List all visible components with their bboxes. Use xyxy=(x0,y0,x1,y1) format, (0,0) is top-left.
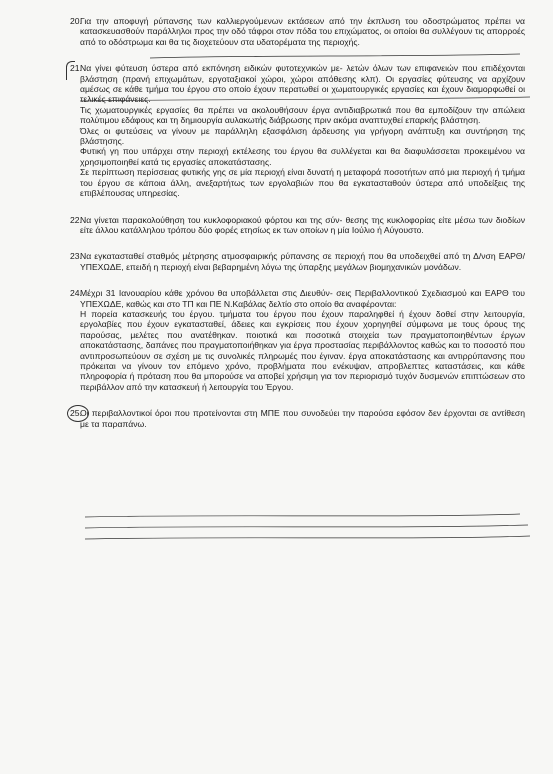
item-number: 22. xyxy=(70,214,82,225)
term-item-25 xyxy=(70,408,525,429)
term-item-22 xyxy=(70,214,525,236)
underline-stroke xyxy=(85,525,528,528)
term-item-24 xyxy=(70,288,525,392)
underline-stroke xyxy=(85,536,530,539)
item-paragraph: Να εγκατασταθεί σταθμός μέτρησης ατμοσφαιρικής ρύπανσης σε περιοχή που θα υποδειχθεί από τη Δ/νση ΕΑΡΘ/ΥΠΕΧΩΔΕ, επειδή η περιοχή είναι βεβαρημένη λόγω της ύπαρξης μεγάλων βιομηχανικών μονάδων. xyxy=(80,251,525,272)
term-item-21 xyxy=(70,63,525,199)
item-paragraph: Φυτική γη που υπάρχει στην περιοχή εκτέλεσης του έργου θα συλλέγεται και θα διαφυλάσσεται προκειμένου να χρησιμοποιηθεί κατά τις εργασίες αποκατάστασης. xyxy=(80,146,525,167)
item-number: 25. xyxy=(70,408,82,419)
item-paragraph: Να γίνεται παρακολούθηση του κυκλοφοριακού φόρτου και της σύν- θεσης της κυκλοφορίας είτε μέσω των διοδίων είτε άλλου κατάλληλου τρόπου δύο φορές ετησίως εκ των οποίων η μία Ιούλιο ή Αύγουστο. xyxy=(80,214,525,235)
item-paragraph: Τις χωματουργικές εργασίες θα πρέπει να ακολουθήσουν έργα αντιδιαβρωτικά που θα εμποδίζουν την απώλεια πολύτιμου εδάφους και τη δημιουργία αυλακωτής διάβρωσης πριν ακόμα αναπτυχθεί επαρκής βλάστηση. xyxy=(80,104,525,126)
item-number: 21. xyxy=(70,63,82,74)
terms-list xyxy=(70,16,525,429)
item-paragraph: Σε περίπτωση περίσσειας φυτικής γης σε μία περιοχή είναι δυνατή η μεταφορά ποσοτήτων από μια περιοχή ή τμήμα του έργου σε κάποια άλλη, ανεξαρτήτως των εργολαβιών που θα εγκατασταθούν ύστερα από υποδείξεις της επιβλέπουσας υπηρεσίας. xyxy=(80,167,525,199)
item-paragraph: Όλες οι φυτεύσεις να γίνουν με παράλληλη εξασφάλιση άρδευσης για γρήγορη ανάπτυξη και συντήρηση της βλάστησης. xyxy=(80,125,525,147)
item-paragraph: Οι περιβαλλοντικοί όροι που προτείνονται στη ΜΠΕ που συνοδεύει την παρούσα εφόσον δεν έρχονται σε αντίθεση με τα παραπάνω. xyxy=(80,408,525,429)
item-paragraph: Να γίνει φύτευση ύστερα από εκπόνηση ειδικών φυτοτεχνικών με- λετών όλων των επιφανειών που επιδέχονται βλάστηση (πρανή επιχωμάτων, εργοταξιακοί χώροι, χώροι απόθεσης κλπ). Οι εργασίες φύτευσης να αρχίζουν αμέσως σε κάθε τμήμα του έργου στο οποίο έχουν περατωθεί οι χωματουργικές εργασίες και έχουν διαμορφωθεί οι τελικές επιφάνειες. xyxy=(80,63,525,105)
item-paragraph: Η πορεία κατασκευής του έργου. τμήματα του έργου που έχουν παραληφθεί ή έχουν δοθεί στην λειτουργία, εργολαβίες που έχουν εγκατασταθεί, άδειες και εγκρίσεις που έχουν χορηγηθεί σύμφωνα με τους όρους της παρούσας, μελέτες που ανατέθηκαν. ποιοτικά και ποσοτικά στοιχεία των πραγματοποιηθέντων έργων αποκατάστασης, δαπάνες που πραγματοποιήθηκαν για έργα προστασίας περιβάλλοντος καθώς και το ποσοστό που αντιπροσωπεύουν σε σχέση με τις συνολικές πληρωμές που έγιναν. έργα αποκατάστασης και αντιρρύπανσης που πρόκειται να γίνουν τον επόμενο χρόνο, προβλήματα που ενέκυψαν, απροβλεπτες καταστάσεις, και κάθε πληροφορία ή πρόταση που θα μπορούσε να αποβεί χρήσιμη για τον περιορισμό τυχόν δυσμενών επιπτώσεων στο περιβάλλον από την κατασκευή ή λειτουργία του Έργου. xyxy=(80,308,525,392)
item-number: 20. xyxy=(70,16,82,26)
item-number: 23. xyxy=(70,251,82,262)
item-paragraph: Για την αποφυγή ρύπανσης των καλλιεργούμενων εκτάσεων από την έκπλυση του οδοστρώματος πρέπει να κατασκευασθούν παράλληλοι προς την οδό τάφροι στον πόδα του επιχώματος, οι οποίοι θα συλλέγουν τις απορροές από το οδόστρωμα και θα τις διοχετεύουν στα υδατορέματα της περιοχής. xyxy=(80,16,525,47)
item-number: 24. xyxy=(70,288,82,299)
term-item-20 xyxy=(70,16,525,47)
underline-stroke xyxy=(85,514,520,517)
term-item-23 xyxy=(70,251,525,272)
item-paragraph: Μέχρι 31 Ιανουαρίου κάθε χρόνου θα υποβάλλεται στις Διευθύν- σεις Περιβαλλοντικού Σχεδιασμού και ΕΑΡΘ του ΥΠΕΧΩΔΕ, καθώς και στο ΤΠ και ΠΕ Ν.Καβάλας δελτίο στο οποίο θα αναφέρονται: xyxy=(80,288,525,309)
